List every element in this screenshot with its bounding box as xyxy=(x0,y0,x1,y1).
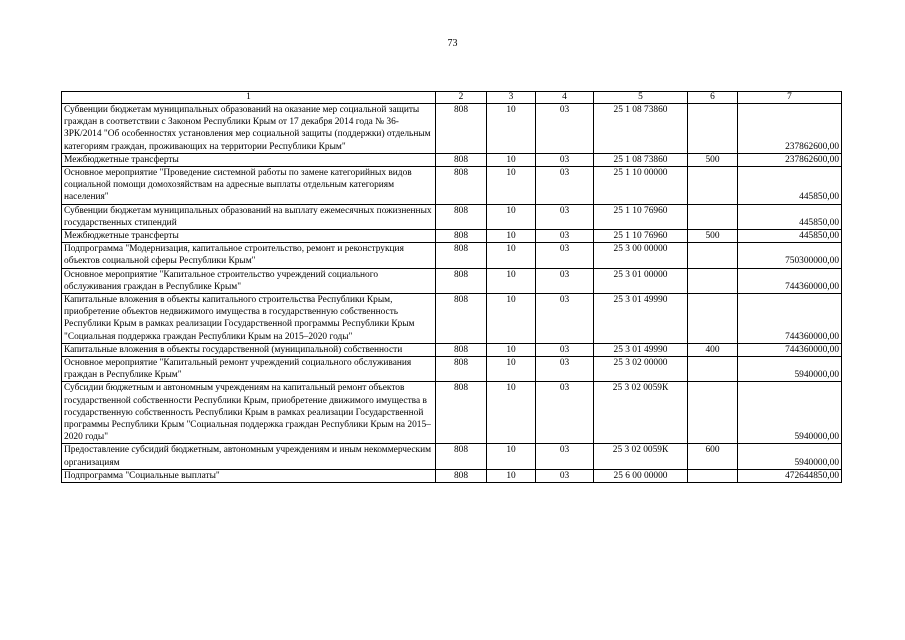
row-name: Подпрограмма "Социальные выплаты" xyxy=(62,469,436,482)
row-expense-type: 400 xyxy=(688,343,738,356)
row-ministry-code: 808 xyxy=(436,469,487,482)
row-name: Основное мероприятие "Капитальный ремонт учреждений социального обслуживания граждан в Республике Крым" xyxy=(62,357,436,382)
row-subsection-code: 03 xyxy=(536,104,594,154)
row-section-code: 10 xyxy=(487,382,536,444)
row-target-article: 25 3 01 49990 xyxy=(594,343,688,356)
table-row xyxy=(62,153,842,166)
row-name: Основное мероприятие "Капитальное строительство учреждений социального обслуживания граждан в Республике Крым" xyxy=(62,268,436,293)
row-name: Подпрограмма "Модернизация, капитальное строительство, ремонт и реконструкция объектов социальной сферы Республики Крым" xyxy=(62,243,436,268)
row-subsection-code: 03 xyxy=(536,382,594,444)
row-amount: 744360000,00 xyxy=(738,294,842,344)
row-section-code: 10 xyxy=(487,268,536,293)
row-target-article: 25 1 08 73860 xyxy=(594,153,688,166)
row-amount: 237862600,00 xyxy=(738,153,842,166)
row-section-code: 10 xyxy=(487,343,536,356)
row-name: Межбюджетные трансферты xyxy=(62,153,436,166)
row-expense-type xyxy=(688,294,738,344)
row-amount: 445850,00 xyxy=(738,167,842,205)
row-target-article: 25 6 00 00000 xyxy=(594,469,688,482)
budget-table xyxy=(61,91,842,483)
row-expense-type: 500 xyxy=(688,230,738,243)
row-subsection-code: 03 xyxy=(536,243,594,268)
row-amount: 445850,00 xyxy=(738,204,842,229)
row-subsection-code: 03 xyxy=(536,230,594,243)
row-amount: 5940000,00 xyxy=(738,382,842,444)
row-name: Субвенции бюджетам муниципальных образований на выплату ежемесячных пожизненных государственных стипендий xyxy=(62,204,436,229)
row-ministry-code: 808 xyxy=(436,104,487,154)
column-header: 6 xyxy=(688,92,738,104)
table-row xyxy=(62,104,842,154)
row-expense-type xyxy=(688,469,738,482)
row-ministry-code: 808 xyxy=(436,294,487,344)
column-header: 7 xyxy=(738,92,842,104)
row-expense-type xyxy=(688,204,738,229)
row-expense-type xyxy=(688,268,738,293)
table-row xyxy=(62,167,842,205)
row-name: Капитальные вложения в объекты капитального строительства Республики Крым, приобретение объектов недвижимого имущества в государственную собственность Республики Крым в рамках реализации Государственной программы Республики Крым "Социальная поддержка граждан Республики Крым на 2015–2020 годы" xyxy=(62,294,436,344)
row-expense-type: 500 xyxy=(688,153,738,166)
table-row xyxy=(62,294,842,344)
column-header: 2 xyxy=(436,92,487,104)
row-expense-type xyxy=(688,357,738,382)
row-amount: 744360000,00 xyxy=(738,268,842,293)
column-header: 4 xyxy=(536,92,594,104)
column-header: 3 xyxy=(487,92,536,104)
row-section-code: 10 xyxy=(487,243,536,268)
table-row xyxy=(62,357,842,382)
row-section-code: 10 xyxy=(487,469,536,482)
page-number: 73 xyxy=(447,38,458,49)
row-amount: 744360000,00 xyxy=(738,343,842,356)
row-name: Предоставление субсидий бюджетным, автономным учреждениям и иным некоммерческим организациям xyxy=(62,444,436,469)
row-ministry-code: 808 xyxy=(436,357,487,382)
row-amount: 5940000,00 xyxy=(738,357,842,382)
row-amount: 237862600,00 xyxy=(738,104,842,154)
row-name: Субвенции бюджетам муниципальных образований на оказание мер социальной защиты граждан в соответствии с Законом Республики Крым от 17 декабря 2014 года № 36-ЗРК/2014 "Об особенностях установления мер социальной защиты (поддержки) отдельным категориям граждан, проживающих на территории Республики Крым" xyxy=(62,104,436,154)
row-name: Капитальные вложения в объекты государственной (муниципальной) собственности xyxy=(62,343,436,356)
table-row xyxy=(62,268,842,293)
row-section-code: 10 xyxy=(487,153,536,166)
row-subsection-code: 03 xyxy=(536,204,594,229)
row-section-code: 10 xyxy=(487,204,536,229)
row-ministry-code: 808 xyxy=(436,243,487,268)
row-target-article: 25 1 10 00000 xyxy=(594,167,688,205)
column-header: 1 xyxy=(62,92,436,104)
row-ministry-code: 808 xyxy=(436,230,487,243)
row-target-article: 25 1 10 76960 xyxy=(594,204,688,229)
row-name: Субсидии бюджетным и автономным учреждениям на капитальный ремонт объектов государственной собственности Республики Крым, приобретение движимого имущества в государственную собственность Республики Крым в рамках реализации Государственной программы Республики Крым "Социальная поддержка граждан Республики Крым на 2015–2020 годы" xyxy=(62,382,436,444)
row-subsection-code: 03 xyxy=(536,153,594,166)
row-section-code: 10 xyxy=(487,294,536,344)
row-target-article: 25 1 10 76960 xyxy=(594,230,688,243)
row-name: Основное мероприятие "Проведение системной работы по замене категорийных видов социальной помощи домохозяйствам на адресные выплаты отдельным категориям населения" xyxy=(62,167,436,205)
row-ministry-code: 808 xyxy=(436,153,487,166)
row-amount: 445850,00 xyxy=(738,230,842,243)
row-ministry-code: 808 xyxy=(436,343,487,356)
table-row xyxy=(62,243,842,268)
table-row xyxy=(62,382,842,444)
row-target-article: 25 3 02 00000 xyxy=(594,357,688,382)
row-target-article: 25 3 01 49990 xyxy=(594,294,688,344)
row-subsection-code: 03 xyxy=(536,469,594,482)
row-subsection-code: 03 xyxy=(536,357,594,382)
row-section-code: 10 xyxy=(487,167,536,205)
row-expense-type xyxy=(688,104,738,154)
row-subsection-code: 03 xyxy=(536,268,594,293)
row-ministry-code: 808 xyxy=(436,204,487,229)
row-ministry-code: 808 xyxy=(436,444,487,469)
row-section-code: 10 xyxy=(487,357,536,382)
row-ministry-code: 808 xyxy=(436,382,487,444)
row-target-article: 25 3 02 0059К xyxy=(594,382,688,444)
row-amount: 472644850,00 xyxy=(738,469,842,482)
row-ministry-code: 808 xyxy=(436,167,487,205)
row-subsection-code: 03 xyxy=(536,343,594,356)
row-ministry-code: 808 xyxy=(436,268,487,293)
row-target-article: 25 3 01 00000 xyxy=(594,268,688,293)
row-amount: 750300000,00 xyxy=(738,243,842,268)
row-target-article: 25 1 08 73860 xyxy=(594,104,688,154)
row-subsection-code: 03 xyxy=(536,294,594,344)
row-expense-type xyxy=(688,167,738,205)
row-expense-type: 600 xyxy=(688,444,738,469)
row-target-article: 25 3 00 00000 xyxy=(594,243,688,268)
column-header: 5 xyxy=(594,92,688,104)
table-row xyxy=(62,343,842,356)
table-row xyxy=(62,469,842,482)
row-subsection-code: 03 xyxy=(536,444,594,469)
row-section-code: 10 xyxy=(487,230,536,243)
row-amount: 5940000,00 xyxy=(738,444,842,469)
row-name: Межбюджетные трансферты xyxy=(62,230,436,243)
table-row xyxy=(62,230,842,243)
row-target-article: 25 3 02 0059К xyxy=(594,444,688,469)
table-row xyxy=(62,204,842,229)
row-subsection-code: 03 xyxy=(536,167,594,205)
row-expense-type xyxy=(688,382,738,444)
table-row xyxy=(62,444,842,469)
row-section-code: 10 xyxy=(487,444,536,469)
row-expense-type xyxy=(688,243,738,268)
row-section-code: 10 xyxy=(487,104,536,154)
table-header-row xyxy=(62,92,842,104)
